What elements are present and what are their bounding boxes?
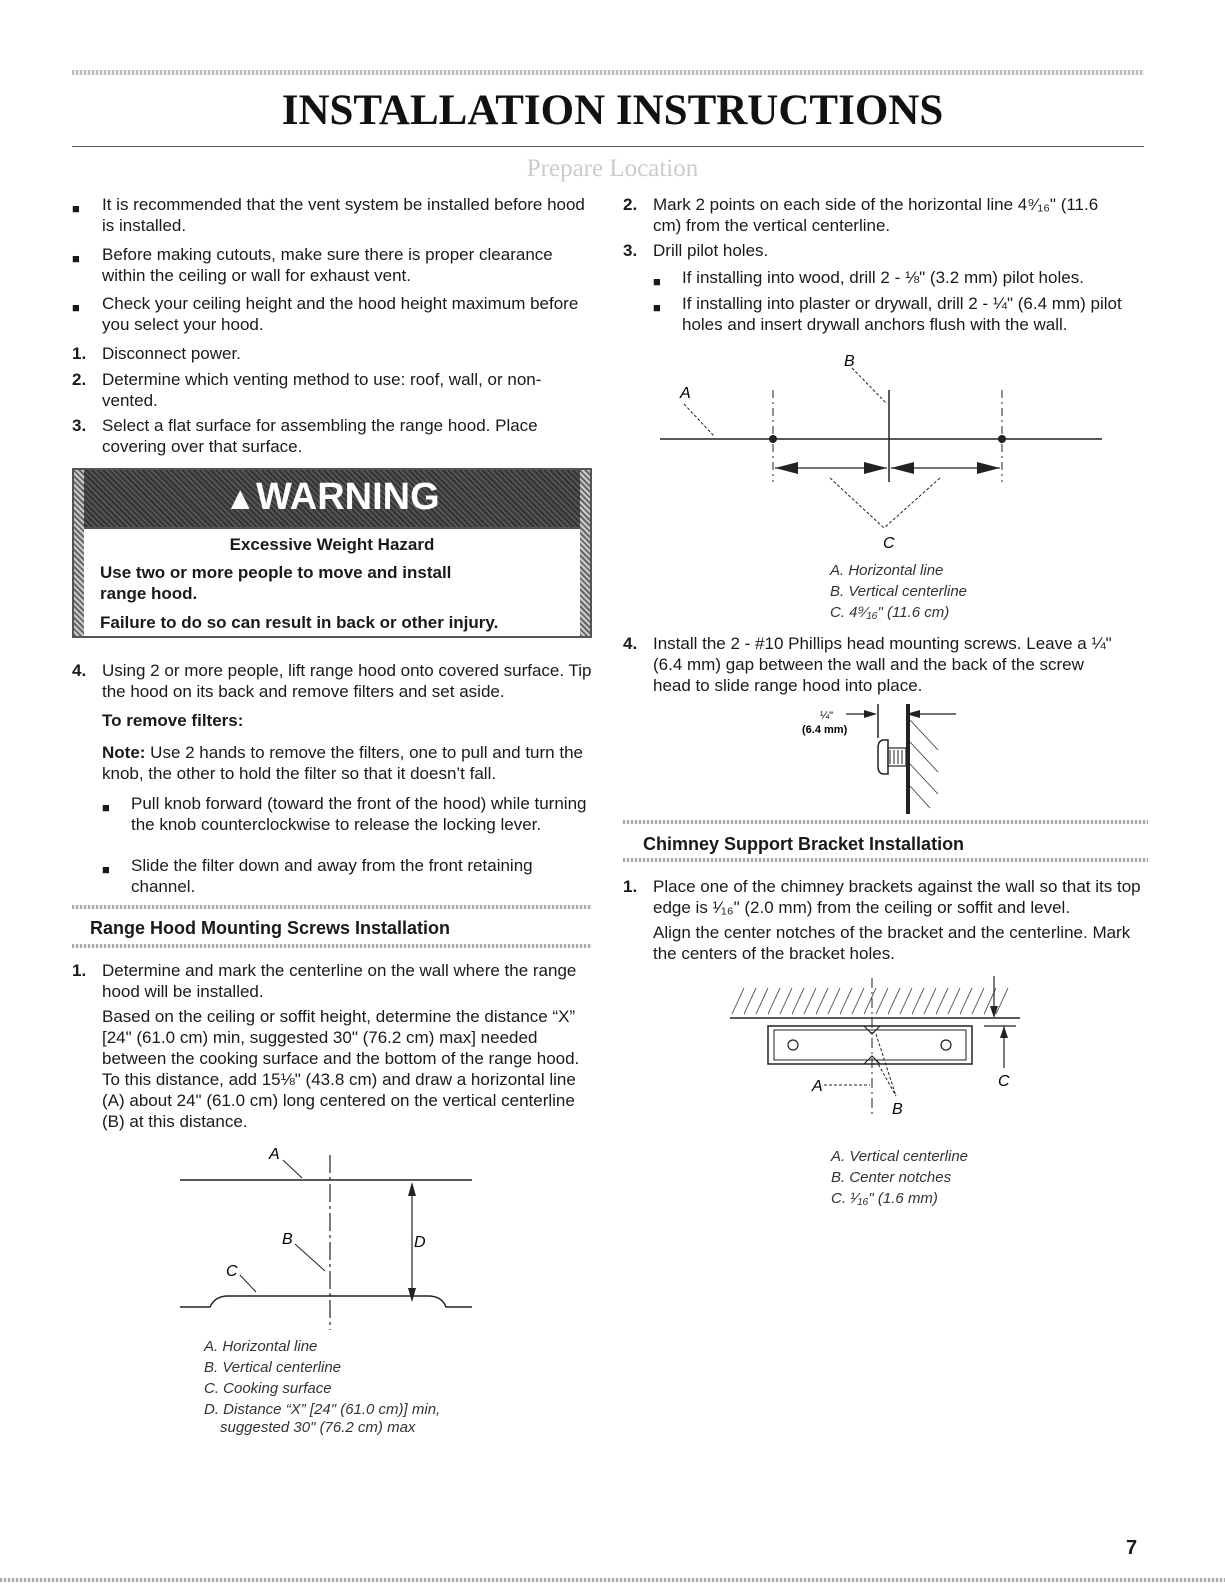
page-number: 7	[1126, 1537, 1138, 1559]
diagram-label-c: C	[998, 1073, 1010, 1090]
warning-hazard: Excessive Weight Hazard	[229, 535, 435, 554]
bullet-item	[72, 244, 592, 286]
step-item	[72, 960, 592, 1002]
caption-line: suggested 30" (76.2 cm) max	[220, 1419, 416, 1436]
step-item	[72, 660, 592, 702]
bullet-text: Slide the filter down and away from the front retaining channel.	[131, 856, 533, 896]
bullet-text: It is recommended that the vent system be installed before hood is installed.	[102, 195, 585, 235]
step-text: Determine which venting method to use: roof, wall, or non-vented.	[102, 370, 542, 410]
page-title: INSTALLATION INSTRUCTIONS	[281, 87, 944, 134]
subheading-rule	[623, 820, 1148, 824]
bullet-text: Before making cutouts, make sure there is proper clearance within the ceiling or wall for exhaust vent.	[102, 245, 553, 285]
step-item	[623, 194, 1148, 236]
step-number: 4.	[72, 661, 87, 680]
step-number: 3.	[623, 241, 638, 260]
step-text: Mark 2 points on each side of the horizontal line 4⁹⁄₁₆" (11.6 cm) from the vertical centerline.	[653, 195, 1099, 235]
distance-paragraph: Based on the ceiling or soffit height, determine the distance “X” [24" (61.0 cm) min, suggested 30" (76.2 cm) max] needed between the cooking surface and the bottom of the range hood. To this distance, add 15⅛" (43.8 cm) and draw a horizontal line (A) about 24" (61.0 cm) long centered on the vertical centerline (B) at this distance.	[102, 1007, 580, 1131]
bracket-diagram	[720, 968, 1040, 1128]
align-paragraph: Align the center notches of the bracket and the centerline. Mark the centers of the bracket holes.	[653, 923, 1131, 963]
bullet-text: If installing into wood, drill 2 - ⅛" (3.2 mm) pilot holes.	[682, 268, 1084, 287]
bullet-icon: ■	[102, 862, 110, 877]
bullet-item	[102, 855, 592, 897]
screw-gap-diagram	[780, 702, 980, 814]
bullet-text: Check your ceiling height and the hood height maximum before you select your hood.	[102, 294, 579, 334]
step-text: Disconnect power.	[102, 344, 241, 363]
pilot-holes-diagram	[640, 342, 1120, 552]
bullet-item	[102, 793, 592, 835]
section-title: Prepare Location	[526, 155, 699, 182]
caption-line: B. Center notches	[831, 1169, 952, 1186]
diagram-label-c: C	[226, 1263, 238, 1280]
bullet-text: If installing into plaster or drywall, drill 2 - ¼" (6.4 mm) pilot holes and insert drywall anchors flush with the wall.	[682, 294, 1122, 334]
subheading-rule	[72, 905, 592, 909]
bullet-item	[653, 293, 1148, 335]
bullet-icon: ■	[72, 300, 80, 315]
caption-line: A. Horizontal line	[830, 562, 944, 579]
caption-line: C. 4⁹⁄₁₆" (11.6 cm)	[830, 604, 950, 621]
step-number: 1.	[72, 961, 87, 980]
warning-line-2: Failure to do so can result in back or other injury.	[100, 613, 499, 632]
subheading-range-hood-screws: Range Hood Mounting Screws Installation	[90, 918, 451, 938]
step-item	[72, 343, 592, 364]
step-number: 4.	[623, 634, 638, 653]
bottom-rule	[0, 1578, 1225, 1582]
step-item	[623, 633, 1148, 696]
bullet-icon: ■	[72, 251, 80, 266]
gap-label-metric: (6.4 mm)	[802, 724, 848, 736]
diagram-label-b: B	[282, 1231, 293, 1248]
remove-filters-heading: To remove filters:	[102, 711, 244, 730]
diagram-label-b: B	[892, 1101, 903, 1118]
diagram-label-b: B	[844, 353, 855, 370]
warning-line-1: Use two or more people to move and install range hood.	[100, 563, 452, 603]
step-text: Install the 2 - #10 Phillips head mounting screws. Leave a ¼" (6.4 mm) gap between the wall and the back of the screw head to slide range hood into place.	[653, 634, 1112, 695]
caption-line: A. Vertical centerline	[831, 1148, 969, 1165]
horizontal-line-diagram	[170, 1140, 480, 1330]
step-text: Using 2 or more people, lift range hood onto covered surface. Tip the hood on its back and remove filters and set aside.	[102, 661, 592, 701]
warning-header	[74, 470, 590, 529]
diagram-captions-left	[204, 1336, 494, 1438]
step-item	[623, 876, 1148, 918]
step-text: Determine and mark the centerline on the wall where the range hood will be installed.	[102, 961, 577, 1001]
caption-line: D. Distance “X” [24" (61.0 cm)] min,	[204, 1401, 441, 1418]
note-paragraph	[102, 742, 592, 784]
subheading-chimney-bracket: Chimney Support Bracket Installation	[643, 834, 965, 854]
step-number: 2.	[623, 195, 638, 214]
caption-line: B. Vertical centerline	[204, 1359, 342, 1376]
bullet-icon: ■	[72, 201, 80, 216]
step-item	[72, 369, 592, 411]
diagram-label-d: D	[414, 1234, 426, 1251]
caption-line: C. ¹⁄₁₆" (1.6 mm)	[831, 1190, 938, 1207]
note-label: Note:	[102, 743, 146, 762]
diagram-captions-right-3	[831, 1146, 1081, 1209]
bullet-item	[653, 267, 1148, 288]
subheading-rule	[623, 858, 1148, 862]
diagram-label-a: A	[812, 1078, 823, 1095]
bullet-item	[72, 194, 592, 236]
step-number: 1.	[623, 877, 638, 896]
step-text: Drill pilot holes.	[653, 241, 769, 260]
diagram-label-a: A	[680, 385, 691, 402]
diagram-label-a: A	[269, 1146, 280, 1163]
title-rule	[72, 146, 1144, 147]
caption-line: C. Cooking surface	[204, 1380, 332, 1397]
caption-line: B. Vertical centerline	[830, 583, 968, 600]
gap-label-fraction: ¼"	[820, 710, 834, 722]
note-text: Use 2 hands to remove the filters, one to pull and turn the knob, the other to hold the filter so that it doesn’t fall.	[102, 743, 583, 783]
bullet-text: Pull knob forward (toward the front of the hood) while turning the knob counterclockwise to release the locking lever.	[131, 794, 587, 834]
step-number: 3.	[72, 416, 87, 435]
warning-box	[72, 468, 592, 638]
step-item	[72, 415, 592, 457]
warning-title: ▲WARNING	[224, 476, 440, 518]
step-text: Place one of the chimney brackets against the wall so that its top edge is ¹⁄₁₆" (2.0 mm) from the ceiling or soffit and level.	[653, 877, 1141, 917]
bullet-icon: ■	[653, 274, 661, 289]
warning-triangle-icon: ▲	[224, 480, 256, 516]
step-number: 1.	[72, 344, 87, 363]
bullet-icon: ■	[653, 300, 661, 315]
step-text: Select a flat surface for assembling the range hood. Place covering over that surface.	[102, 416, 538, 456]
bullet-icon: ■	[102, 800, 110, 815]
diagram-captions-right-1	[830, 560, 1080, 623]
step-item	[623, 240, 1148, 261]
subheading-rule	[72, 944, 592, 948]
bullet-item	[72, 293, 592, 335]
caption-line: A. Horizontal line	[204, 1338, 318, 1355]
top-rule	[72, 70, 1144, 75]
diagram-label-c: C	[883, 535, 895, 552]
step-number: 2.	[72, 370, 87, 389]
